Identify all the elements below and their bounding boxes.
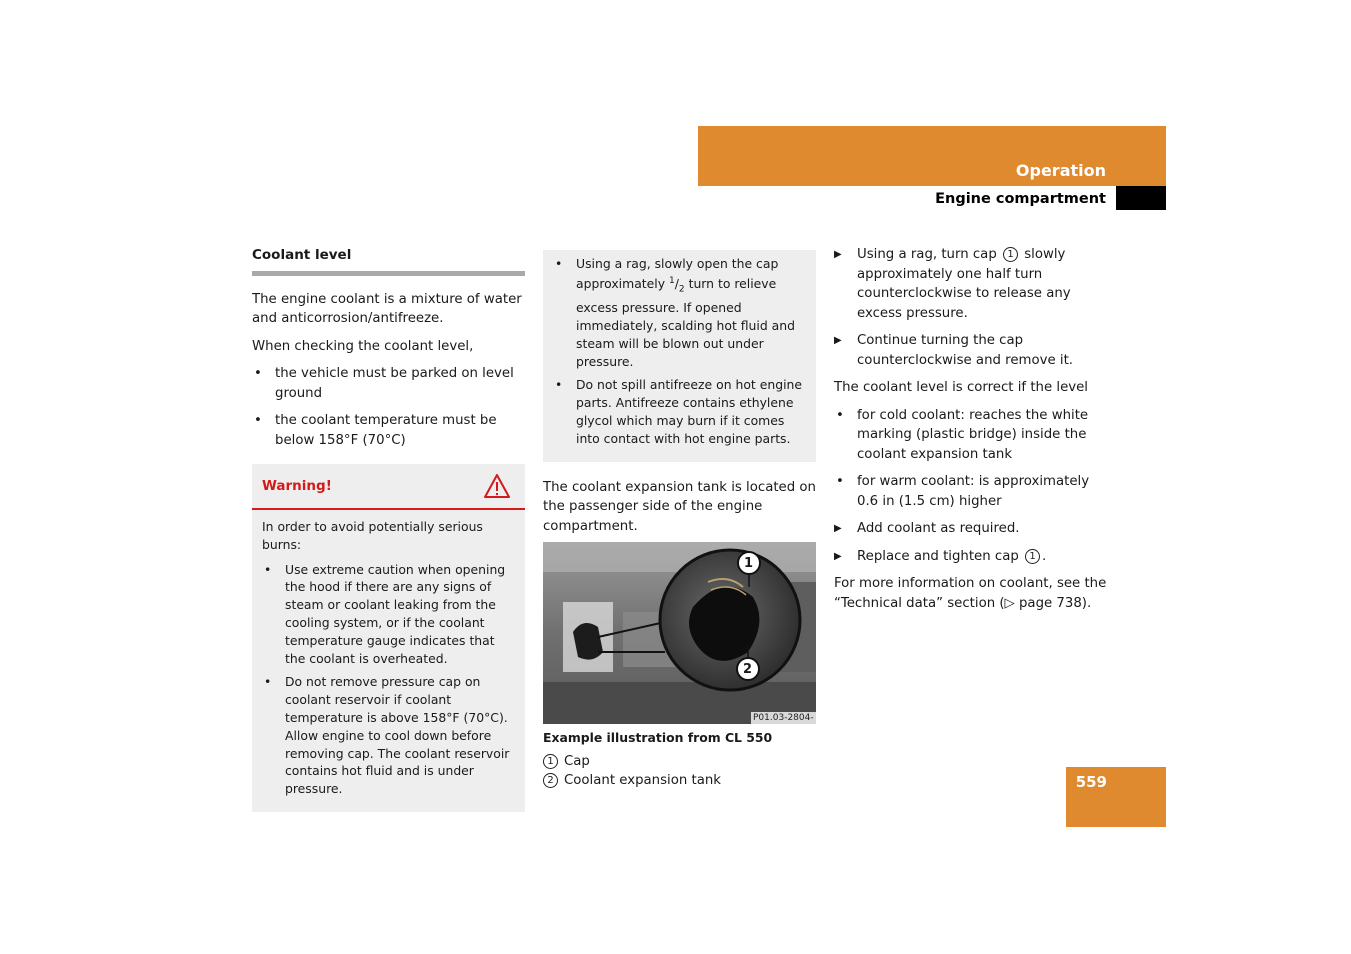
text-part: Using a rag, slowly open the cap approximately [576,256,779,291]
header-black-tab [1116,186,1166,210]
warning-header [252,464,525,510]
list-item: • Do not spill antifreeze on hot engine parts. Antifreeze contains ethylene glycol which may burn if it comes into contact with hot engine parts. [553,376,806,447]
list-item: • the coolant temperature must be below 158°F (70°C) [252,411,525,450]
text-part: Using a rag, turn cap [857,247,1001,262]
warning-triangle-icon [483,473,511,499]
level-list [834,406,1110,512]
warning-list [262,561,515,798]
cap-number: 1 [1025,549,1040,564]
warning-body [252,510,525,798]
legend-item [543,771,816,791]
column-2 [543,250,816,791]
fraction-numerator: 1 [668,275,675,286]
page-number-box [1066,767,1166,827]
photo-legend [543,752,816,791]
procedure-steps-2 [834,519,1110,566]
list-item: • for warm coolant: is approximately 0.6 in (1.5 cm) higher [834,472,1110,511]
location-text: The coolant expansion tank is located on the passenger side of the engine compartment. [543,479,816,534]
text-part: Replace and tighten cap [857,548,1024,564]
text-part: slowly approximately one half turn counterclockwise to release any excess pressure. [857,247,1071,321]
section-heading: Coolant level [252,247,352,263]
more-info-text: For more information on coolant, see the “Technical data” section (▷ page 738). [834,576,1107,611]
subsection-bar [698,186,1166,210]
continuation-list [553,255,806,448]
photo-caption: Example illustration from CL 550 [543,730,773,746]
warning-continuation-box [543,250,816,462]
warning-intro: In order to avoid potentially serious burns: [262,519,483,552]
callout-label-1: 1 [744,556,754,572]
fraction-denominator: 2 [678,284,685,295]
engine-photo [543,542,816,724]
callout-label-2: 2 [743,662,753,678]
section-title: Operation [1015,161,1106,180]
step-item [834,547,1110,567]
text-part: . [1042,548,1047,564]
checking-list [252,364,525,450]
image-code: P01.03-2804- [753,713,814,724]
column-1 [252,245,525,812]
list-item: • Using a rag, slowly open the cap approximately $^1/_2$ turn to relieve excess pressure. If opened immediately, scalding hot fluid and steam will be blown out under pressure. [553,255,806,370]
legend-text: Coolant expansion tank [564,773,721,789]
legend-item [543,752,816,772]
list-item: • for cold coolant: reaches the white marking (plastic bridge) inside the coolant expansion tank [834,406,1110,465]
heading-rule [252,271,525,276]
legend-text: Cap [564,753,590,769]
list-item: • the vehicle must be parked on level ground [252,364,525,403]
subsection-title: Engine compartment [935,191,1106,207]
column-3 [834,245,1110,621]
list-item: • Do not remove pressure cap on coolant reservoir if coolant temperature is above 158°F (70°C). Allow engine to cool down before removing cap. The coolant reservoir contains hot fluid and is under pressure. [262,673,515,798]
list-item: • Use extreme caution when opening the hood if there are any signs of steam or coolant leaking from the cooling system, or if the coolant temperature gauge indicates that the coolant is overheated. [262,561,515,668]
step-item: ▶ Continue turning the cap counterclockwise and remove it. [834,331,1110,370]
step-item: ▶ Add coolant as required. [834,519,1110,539]
page-number: 559 [1075,773,1107,791]
warning-box [252,464,525,812]
legend-number: 1 [543,754,558,769]
text-part: turn to relieve excess pressure. If opened immediately, scalding hot fluid and steam will be blown out under pressure. [576,275,795,369]
intro-text: The engine coolant is a mixture of water and anticorrosion/antifreeze. [252,291,522,326]
checking-text: When checking the coolant level, [252,338,474,354]
step-item [834,245,1110,323]
warning-title: Warning! [262,478,332,494]
engine-photo-illustration [543,542,816,724]
cap-number: 1 [1003,247,1018,262]
level-intro: The coolant level is correct if the level [834,380,1088,395]
procedure-steps [834,245,1110,370]
header-banner [698,126,1166,186]
legend-number: 2 [543,773,558,788]
